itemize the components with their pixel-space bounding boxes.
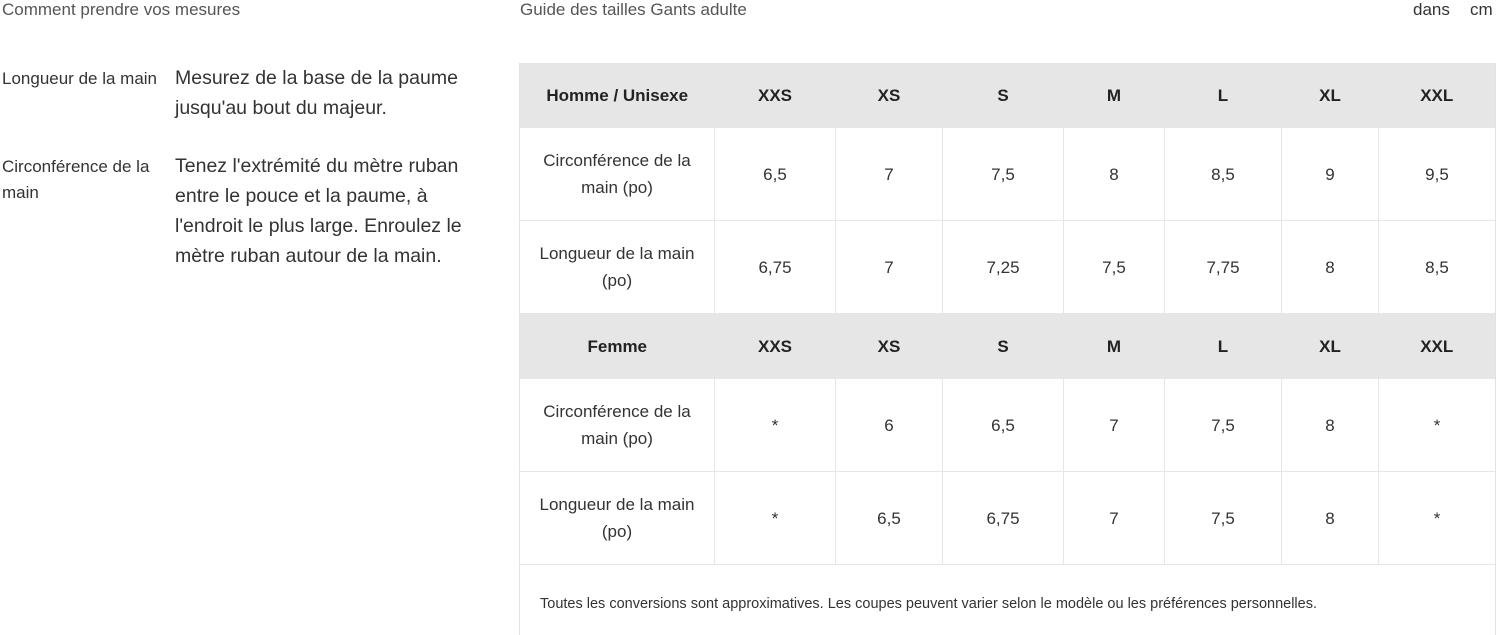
conversion-note: Toutes les conversions sont approximatives. Les coupes peuvent varier selon le modèle ou les préférences personnelles. [520, 565, 1496, 635]
table-cell: 6,75 [943, 472, 1064, 565]
table-section-header-women [520, 314, 1496, 380]
section-name: Femme [520, 314, 715, 380]
table-cell: 7 [1064, 472, 1165, 565]
row-label: Circonférence de la main (po) [520, 379, 715, 472]
instructions-title: Comment prendre vos mesures [2, 0, 240, 20]
table-row [520, 379, 1496, 472]
table-cell: 7 [836, 221, 943, 314]
table-cell: 6,5 [836, 472, 943, 565]
size-header: M [1064, 63, 1165, 128]
row-label: Longueur de la main (po) [520, 221, 715, 314]
table-cell: 8 [1282, 379, 1379, 472]
size-header: S [943, 314, 1064, 380]
table-row [520, 128, 1496, 221]
size-header: L [1165, 63, 1282, 128]
table-section-header-men [520, 63, 1496, 128]
size-header: L [1165, 314, 1282, 380]
table-cell: 7,5 [1165, 379, 1282, 472]
table-row [520, 221, 1496, 314]
measure-item-description: Mesurez de la base de la paume jusqu'au bout du majeur. [175, 63, 500, 123]
table-cell: 7,5 [943, 128, 1064, 221]
size-header: M [1064, 314, 1165, 380]
table-cell: 6,5 [715, 128, 836, 221]
table-cell: 8,5 [1379, 221, 1496, 314]
row-label: Circonférence de la main (po) [520, 128, 715, 221]
unit-toggle-cm[interactable]: cm [1470, 0, 1493, 20]
table-cell: 8 [1064, 128, 1165, 221]
table-cell: * [1379, 472, 1496, 565]
section-name: Homme / Unisexe [520, 63, 715, 128]
table-cell: 7,75 [1165, 221, 1282, 314]
measure-item-label: Circonférence de la main [2, 154, 162, 206]
table-cell: 9 [1282, 128, 1379, 221]
size-header: XL [1282, 63, 1379, 128]
size-guide-title: Guide des tailles Gants adulte [520, 0, 747, 20]
table-cell: 8 [1282, 221, 1379, 314]
table-cell: 7,5 [1165, 472, 1282, 565]
table-row [520, 472, 1496, 565]
table-cell: 8 [1282, 472, 1379, 565]
size-header: XXS [715, 314, 836, 380]
size-header: XS [836, 63, 943, 128]
table-cell: 8,5 [1165, 128, 1282, 221]
size-header: S [943, 63, 1064, 128]
unit-toggle-inches[interactable]: dans [1413, 0, 1450, 20]
size-header: XXS [715, 63, 836, 128]
table-cell: 7 [836, 128, 943, 221]
size-header: XS [836, 314, 943, 380]
table-cell: * [715, 472, 836, 565]
table-cell: 9,5 [1379, 128, 1496, 221]
table-cell: * [1379, 379, 1496, 472]
table-cell: * [715, 379, 836, 472]
table-note-row [520, 565, 1496, 635]
table-cell: 7 [1064, 379, 1165, 472]
table-cell: 7,5 [1064, 221, 1165, 314]
size-header: XXL [1379, 63, 1496, 128]
size-header: XL [1282, 314, 1379, 380]
table-cell: 6,5 [943, 379, 1064, 472]
size-header: XXL [1379, 314, 1496, 380]
measure-item-description: Tenez l'extrémité du mètre ruban entre le pouce et la paume, à l'endroit le plus large. Enroulez le mètre ruban autour de la main. [175, 151, 500, 271]
table-cell: 6 [836, 379, 943, 472]
row-label: Longueur de la main (po) [520, 472, 715, 565]
size-table [519, 63, 1496, 635]
table-cell: 7,25 [943, 221, 1064, 314]
measure-item-label: Longueur de la main [2, 66, 162, 92]
table-cell: 6,75 [715, 221, 836, 314]
